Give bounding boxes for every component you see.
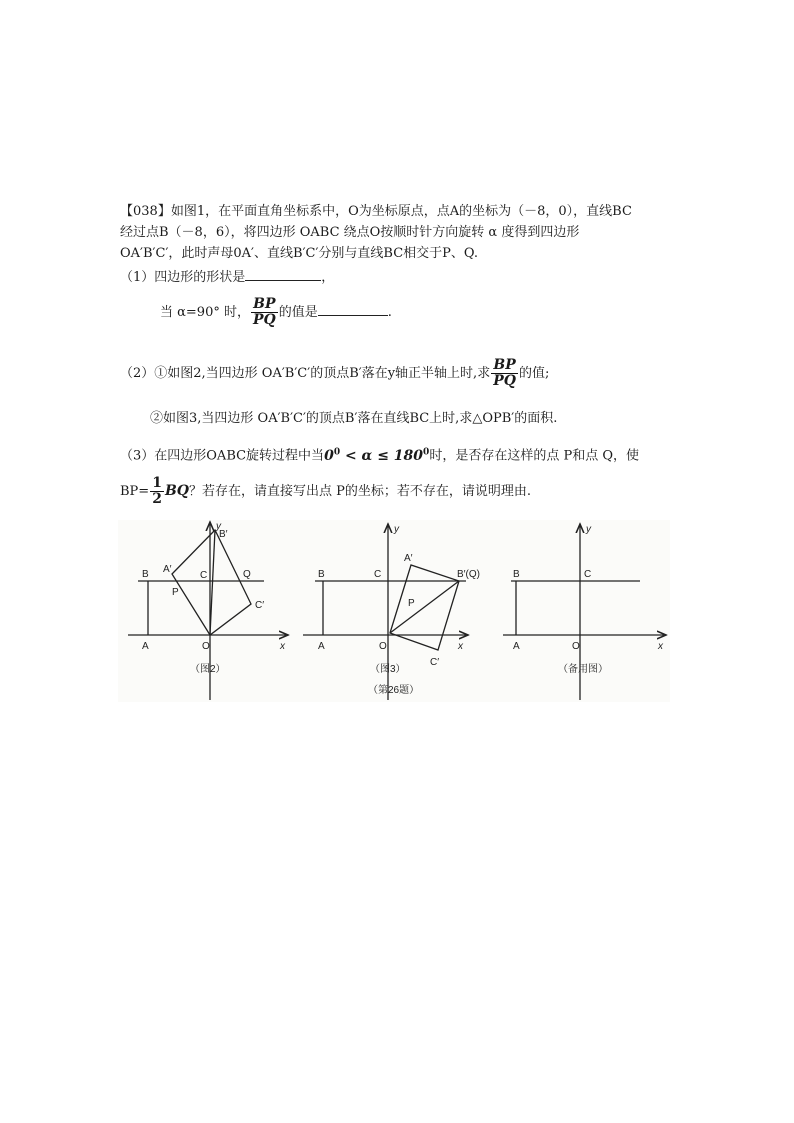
problem-line-1 — [120, 203, 632, 221]
question-2a-prefix: （2）①如图2,当四边形 OA′B′C′的顶点B′落在y轴正半轴上时,求 — [120, 366, 491, 381]
question-3b-prefix: BP= — [120, 484, 150, 499]
answer-blank-shape — [245, 266, 321, 281]
inequality-mid: < α ≤ 180 — [340, 447, 424, 464]
half-denominator: 2 — [152, 491, 162, 507]
fig3-caption: （图3） — [370, 664, 406, 675]
fig2-label-a1: A′ — [163, 564, 172, 575]
inequality-left: 0 — [324, 447, 334, 464]
problem-line-1-text: 【038】如图1，在平面直角坐标系中，O为坐标原点，点A的坐标为（－8，0），直线BC — [120, 204, 632, 219]
inequality-sup-2: 0 — [423, 447, 430, 457]
spare-label-a: A — [513, 641, 520, 652]
fraction-denominator-2: PQ — [493, 373, 516, 389]
spare-label-b: B — [513, 569, 520, 580]
fig3-label-p: P — [408, 598, 415, 609]
question-1b-suffix: 的值是 — [278, 305, 318, 320]
spare-label-x: x — [658, 641, 663, 652]
fig3-label-x: x — [458, 641, 463, 652]
spare-label-c: C — [584, 569, 592, 580]
problem-line-3 — [120, 245, 478, 263]
question-1b-end: . — [387, 305, 392, 320]
question-2a-suffix: 的值; — [518, 366, 550, 381]
fig2-caption: （图2） — [190, 664, 226, 675]
fig2-label-q: Q — [243, 569, 251, 580]
fig3-label-c: C — [374, 569, 382, 580]
question-2b — [150, 410, 557, 428]
figure-main-caption: （第26题） — [368, 685, 420, 696]
spare-caption: （备用图） — [558, 664, 608, 675]
fig2-diagonal — [210, 530, 215, 635]
question-3b — [120, 474, 531, 509]
fig3-diagonal — [390, 581, 459, 633]
fig2-label-c1: C′ — [255, 600, 265, 611]
fig3-label-b1q: B′(Q) — [457, 569, 480, 580]
question-2a — [120, 357, 549, 391]
fraction-one-half — [150, 476, 164, 507]
fig2-label-p: P — [172, 587, 179, 598]
fig2-label-y: y — [216, 521, 221, 532]
inequality-sup-1: 0 — [333, 447, 341, 457]
fraction-numerator: BP — [253, 296, 276, 312]
fig3-label-b: B — [318, 569, 325, 580]
fraction-bp-pq-2 — [491, 358, 518, 389]
question-3b-suffix: ？若存在，请直接写出点 P的坐标；若不存在，请说明理由. — [188, 484, 531, 499]
spare-label-o: O — [572, 641, 580, 652]
fraction-numerator-2: BP — [493, 357, 516, 373]
question-3 — [120, 443, 639, 466]
fig2-label-b: B — [142, 569, 149, 580]
fig2-label-a: A — [142, 641, 149, 652]
inequality-expression — [324, 448, 429, 464]
problem-line-2 — [120, 224, 579, 242]
fig3-label-a: A — [318, 641, 325, 652]
fraction-denominator: PQ — [252, 312, 276, 328]
fig2-rotated-quad — [172, 530, 251, 635]
spare-label-y: y — [586, 524, 591, 535]
question-1 — [120, 266, 334, 287]
question-2b-text: ②如图3,当四边形 OA′B′C′的顶点B′落在直线BC上时,求△OPB′的面积. — [150, 411, 558, 426]
fig3-label-c1: C′ — [430, 657, 440, 668]
answer-blank-ratio — [318, 301, 388, 316]
problem-line-2-text: 经过点B（－8，6），将四边形 OABC 绕点O按顺时针方向旋转 α 度得到四边形 — [120, 225, 580, 240]
fig2-label-x: x — [280, 641, 285, 652]
fig2-label-o: O — [202, 641, 210, 652]
problem-line-3-text: OA′B′C′，此时声母0A′、直线B′C′分别与直线BC相交于P、Q. — [120, 246, 479, 261]
half-numerator: 1 — [152, 475, 162, 491]
fig3-label-a1: A′ — [404, 553, 413, 564]
bq-symbol: BQ — [164, 483, 189, 499]
fig3-label-y: y — [394, 524, 399, 535]
figure-svg — [118, 520, 670, 702]
fraction-bp-pq — [251, 297, 278, 328]
question-1b-prefix: 当 α=90° 时， — [160, 305, 250, 320]
fig2-label-b1: B′ — [219, 529, 228, 540]
question-1b — [160, 296, 392, 330]
question-3-suffix: 时，是否存在这样的点 P和点 Q，使 — [429, 448, 639, 464]
fig3-label-o: O — [379, 641, 387, 652]
question-1-comma: ， — [321, 270, 335, 285]
question-3-prefix: （3）在四边形OABC旋转过程中当 — [120, 448, 325, 464]
question-1-label: （1）四边形的形状是 — [120, 270, 246, 285]
figure-panel — [118, 520, 670, 702]
fig2-label-c: C — [200, 570, 208, 581]
